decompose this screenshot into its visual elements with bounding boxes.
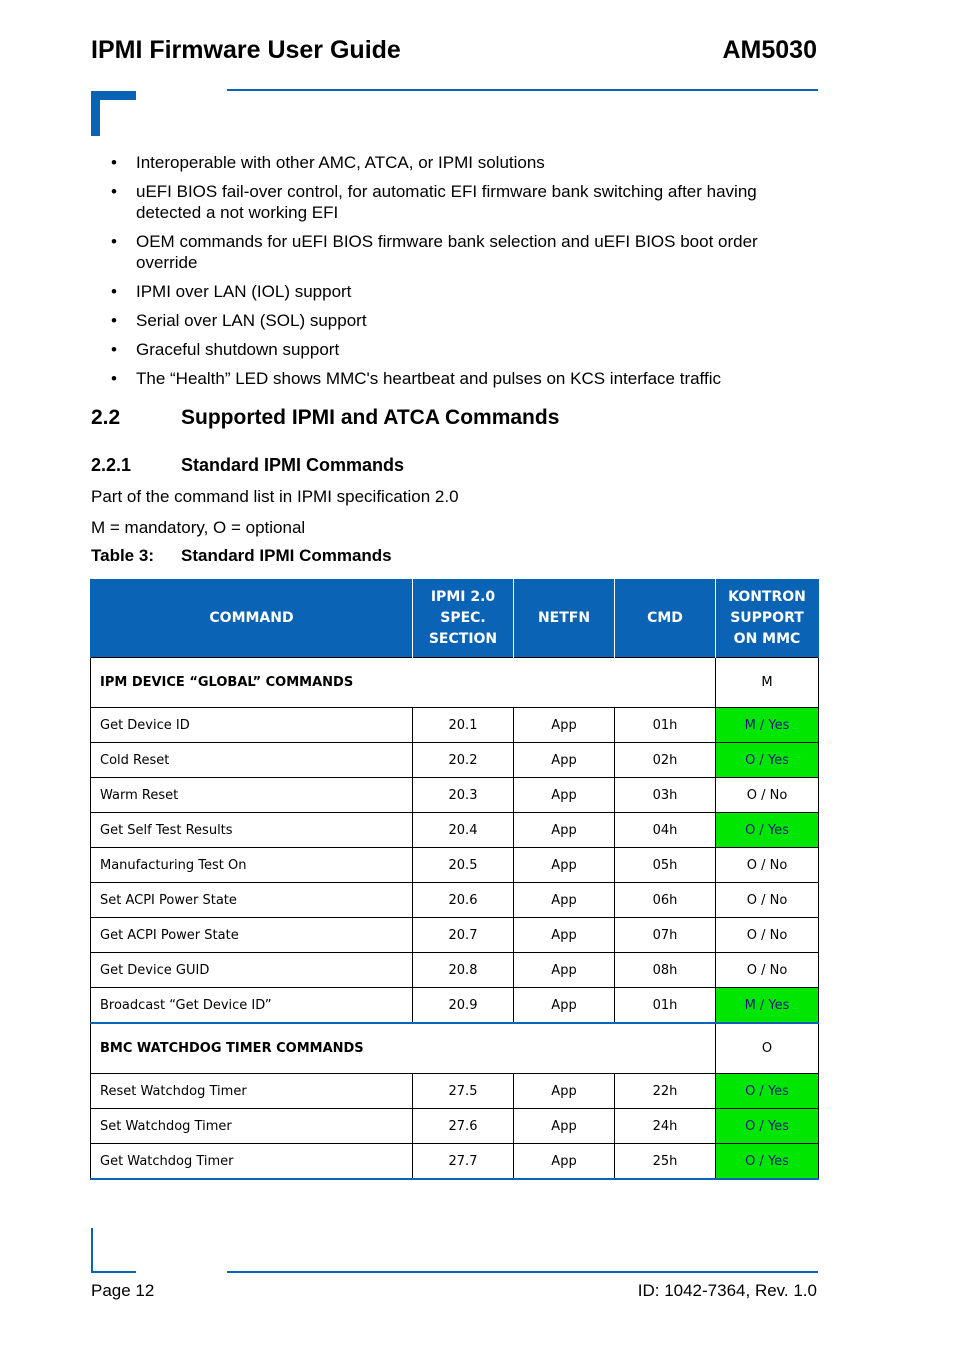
cell-name: Get Self Test Results <box>91 813 413 848</box>
support-cell: O / No <box>716 918 819 953</box>
page-number: Page 12 <box>91 1281 155 1300</box>
legend-paragraph: M = mandatory, O = optional <box>91 518 306 537</box>
cell-cmd: 06h <box>615 883 716 918</box>
table-row <box>91 988 819 1024</box>
support-cell: O / Yes <box>716 1109 819 1144</box>
support-cell: O / Yes <box>716 1144 819 1180</box>
support-cell: O / No <box>716 953 819 988</box>
cell-name: Manufacturing Test On <box>91 848 413 883</box>
bullet-icon: • <box>111 153 117 172</box>
subsection-heading: 2.2.1 Standard IPMI Commands <box>91 455 405 475</box>
cell-netfn: App <box>514 988 615 1024</box>
table-row <box>91 1109 819 1144</box>
cell-cmd: 05h <box>615 848 716 883</box>
feature-list <box>91 152 791 397</box>
cell-name: Cold Reset <box>91 743 413 778</box>
cell-netfn: App <box>514 953 615 988</box>
list-item: • OEM commands for uEFI BIOS firmware bank selection and uEFI BIOS boot order override <box>111 232 758 272</box>
bullet-icon: • <box>111 369 117 388</box>
column-header-cmd: CMD <box>615 579 716 658</box>
header-rule <box>227 89 818 91</box>
cell-name: Get ACPI Power State <box>91 918 413 953</box>
cell-name: Get Watchdog Timer <box>91 1144 413 1180</box>
table-row <box>91 1074 819 1109</box>
cell-cmd: 04h <box>615 813 716 848</box>
cell-cmd: 22h <box>615 1074 716 1109</box>
cell-name: Reset Watchdog Timer <box>91 1074 413 1109</box>
cell-netfn: App <box>514 1074 615 1109</box>
support-cell: M / Yes <box>716 988 819 1024</box>
cell-name: Get Device ID <box>91 708 413 743</box>
table-row <box>91 848 819 883</box>
group-row <box>91 1023 819 1074</box>
bullet-icon: • <box>111 232 117 251</box>
cell-section: 20.9 <box>413 988 514 1024</box>
table-row <box>91 953 819 988</box>
list-item: • IPMI over LAN (IOL) support <box>111 282 352 301</box>
list-item: • Serial over LAN (SOL) support <box>111 311 367 330</box>
cell-cmd: 07h <box>615 918 716 953</box>
table-row <box>91 883 819 918</box>
column-header-section: IPMI 2.0 SPEC. SECTION <box>413 579 514 658</box>
cell-name: Warm Reset <box>91 778 413 813</box>
cell-netfn: App <box>514 708 615 743</box>
bullet-icon: • <box>111 340 117 359</box>
cell-section: 27.5 <box>413 1074 514 1109</box>
cell-cmd: 25h <box>615 1144 716 1180</box>
cell-section: 20.4 <box>413 813 514 848</box>
table-header-row <box>91 579 819 658</box>
cell-netfn: App <box>514 1109 615 1144</box>
support-cell: O / No <box>716 848 819 883</box>
table-row <box>91 813 819 848</box>
cell-cmd: 01h <box>615 988 716 1024</box>
cell-section: 20.2 <box>413 743 514 778</box>
cell-netfn: App <box>514 883 615 918</box>
column-header-netfn: NETFN <box>514 579 615 658</box>
column-header-command: COMMAND <box>91 579 413 658</box>
group-support: O <box>716 1023 819 1074</box>
cell-cmd: 03h <box>615 778 716 813</box>
cell-section: 20.5 <box>413 848 514 883</box>
cell-section: 20.8 <box>413 953 514 988</box>
table-row <box>91 918 819 953</box>
list-item: • uEFI BIOS fail-over control, for automatic EFI firmware bank switching after having detected a not working EFI <box>111 182 757 222</box>
bullet-icon: • <box>111 311 117 330</box>
cell-netfn: App <box>514 743 615 778</box>
table-caption: Table 3: Standard IPMI Commands <box>91 546 392 565</box>
support-cell: O / No <box>716 778 819 813</box>
cell-netfn: App <box>514 778 615 813</box>
support-cell: O / Yes <box>716 1074 819 1109</box>
support-cell: O / Yes <box>716 813 819 848</box>
list-item: • Graceful shutdown support <box>111 340 340 359</box>
bullet-icon: • <box>111 182 117 201</box>
cell-netfn: App <box>514 848 615 883</box>
cell-section: 20.6 <box>413 883 514 918</box>
intro-paragraph: Part of the command list in IPMI specification 2.0 <box>91 487 459 506</box>
cell-name: Get Device GUID <box>91 953 413 988</box>
cell-section: 20.7 <box>413 918 514 953</box>
support-cell: M / Yes <box>716 708 819 743</box>
cell-cmd: 01h <box>615 708 716 743</box>
section-heading: 2.2 Supported IPMI and ATCA Commands <box>91 406 560 429</box>
document-title: IPMI Firmware User Guide <box>91 36 401 64</box>
group-name: IPM DEVICE “GLOBAL” COMMANDS <box>91 658 716 708</box>
cell-netfn: App <box>514 813 615 848</box>
support-cell: O / Yes <box>716 743 819 778</box>
list-item: • Interoperable with other AMC, ATCA, or IPMI solutions <box>111 153 545 172</box>
footer-rule <box>227 1271 818 1273</box>
cell-netfn: App <box>514 1144 615 1180</box>
corner-mark-bottom-vertical <box>91 1228 93 1273</box>
corner-mark-bottom <box>91 1271 136 1273</box>
cell-name: Broadcast “Get Device ID” <box>91 988 413 1024</box>
table-row <box>91 708 819 743</box>
cell-cmd: 08h <box>615 953 716 988</box>
group-support: M <box>716 658 819 708</box>
group-row <box>91 658 819 708</box>
bullet-icon: • <box>111 282 117 301</box>
cell-netfn: App <box>514 918 615 953</box>
table-row <box>91 743 819 778</box>
cell-cmd: 24h <box>615 1109 716 1144</box>
table-row <box>91 778 819 813</box>
cell-section: 20.1 <box>413 708 514 743</box>
product-name: AM5030 <box>722 36 817 64</box>
column-header-support: KONTRON SUPPORT ON MMC <box>716 579 819 658</box>
cell-section: 27.6 <box>413 1109 514 1144</box>
cell-cmd: 02h <box>615 743 716 778</box>
cell-name: Set Watchdog Timer <box>91 1109 413 1144</box>
support-cell: O / No <box>716 883 819 918</box>
group-name: BMC WATCHDOG TIMER COMMANDS <box>91 1023 716 1074</box>
document-id: ID: 1042-7364, Rev. 1.0 <box>637 1281 817 1300</box>
cell-name: Set ACPI Power State <box>91 883 413 918</box>
commands-table <box>90 579 819 1180</box>
cell-section: 27.7 <box>413 1144 514 1180</box>
list-item: • The “Health” LED shows MMC's heartbeat and pulses on KCS interface traffic <box>111 369 721 388</box>
table-row <box>91 1144 819 1180</box>
corner-mark-top-vertical <box>91 91 100 136</box>
cell-section: 20.3 <box>413 778 514 813</box>
